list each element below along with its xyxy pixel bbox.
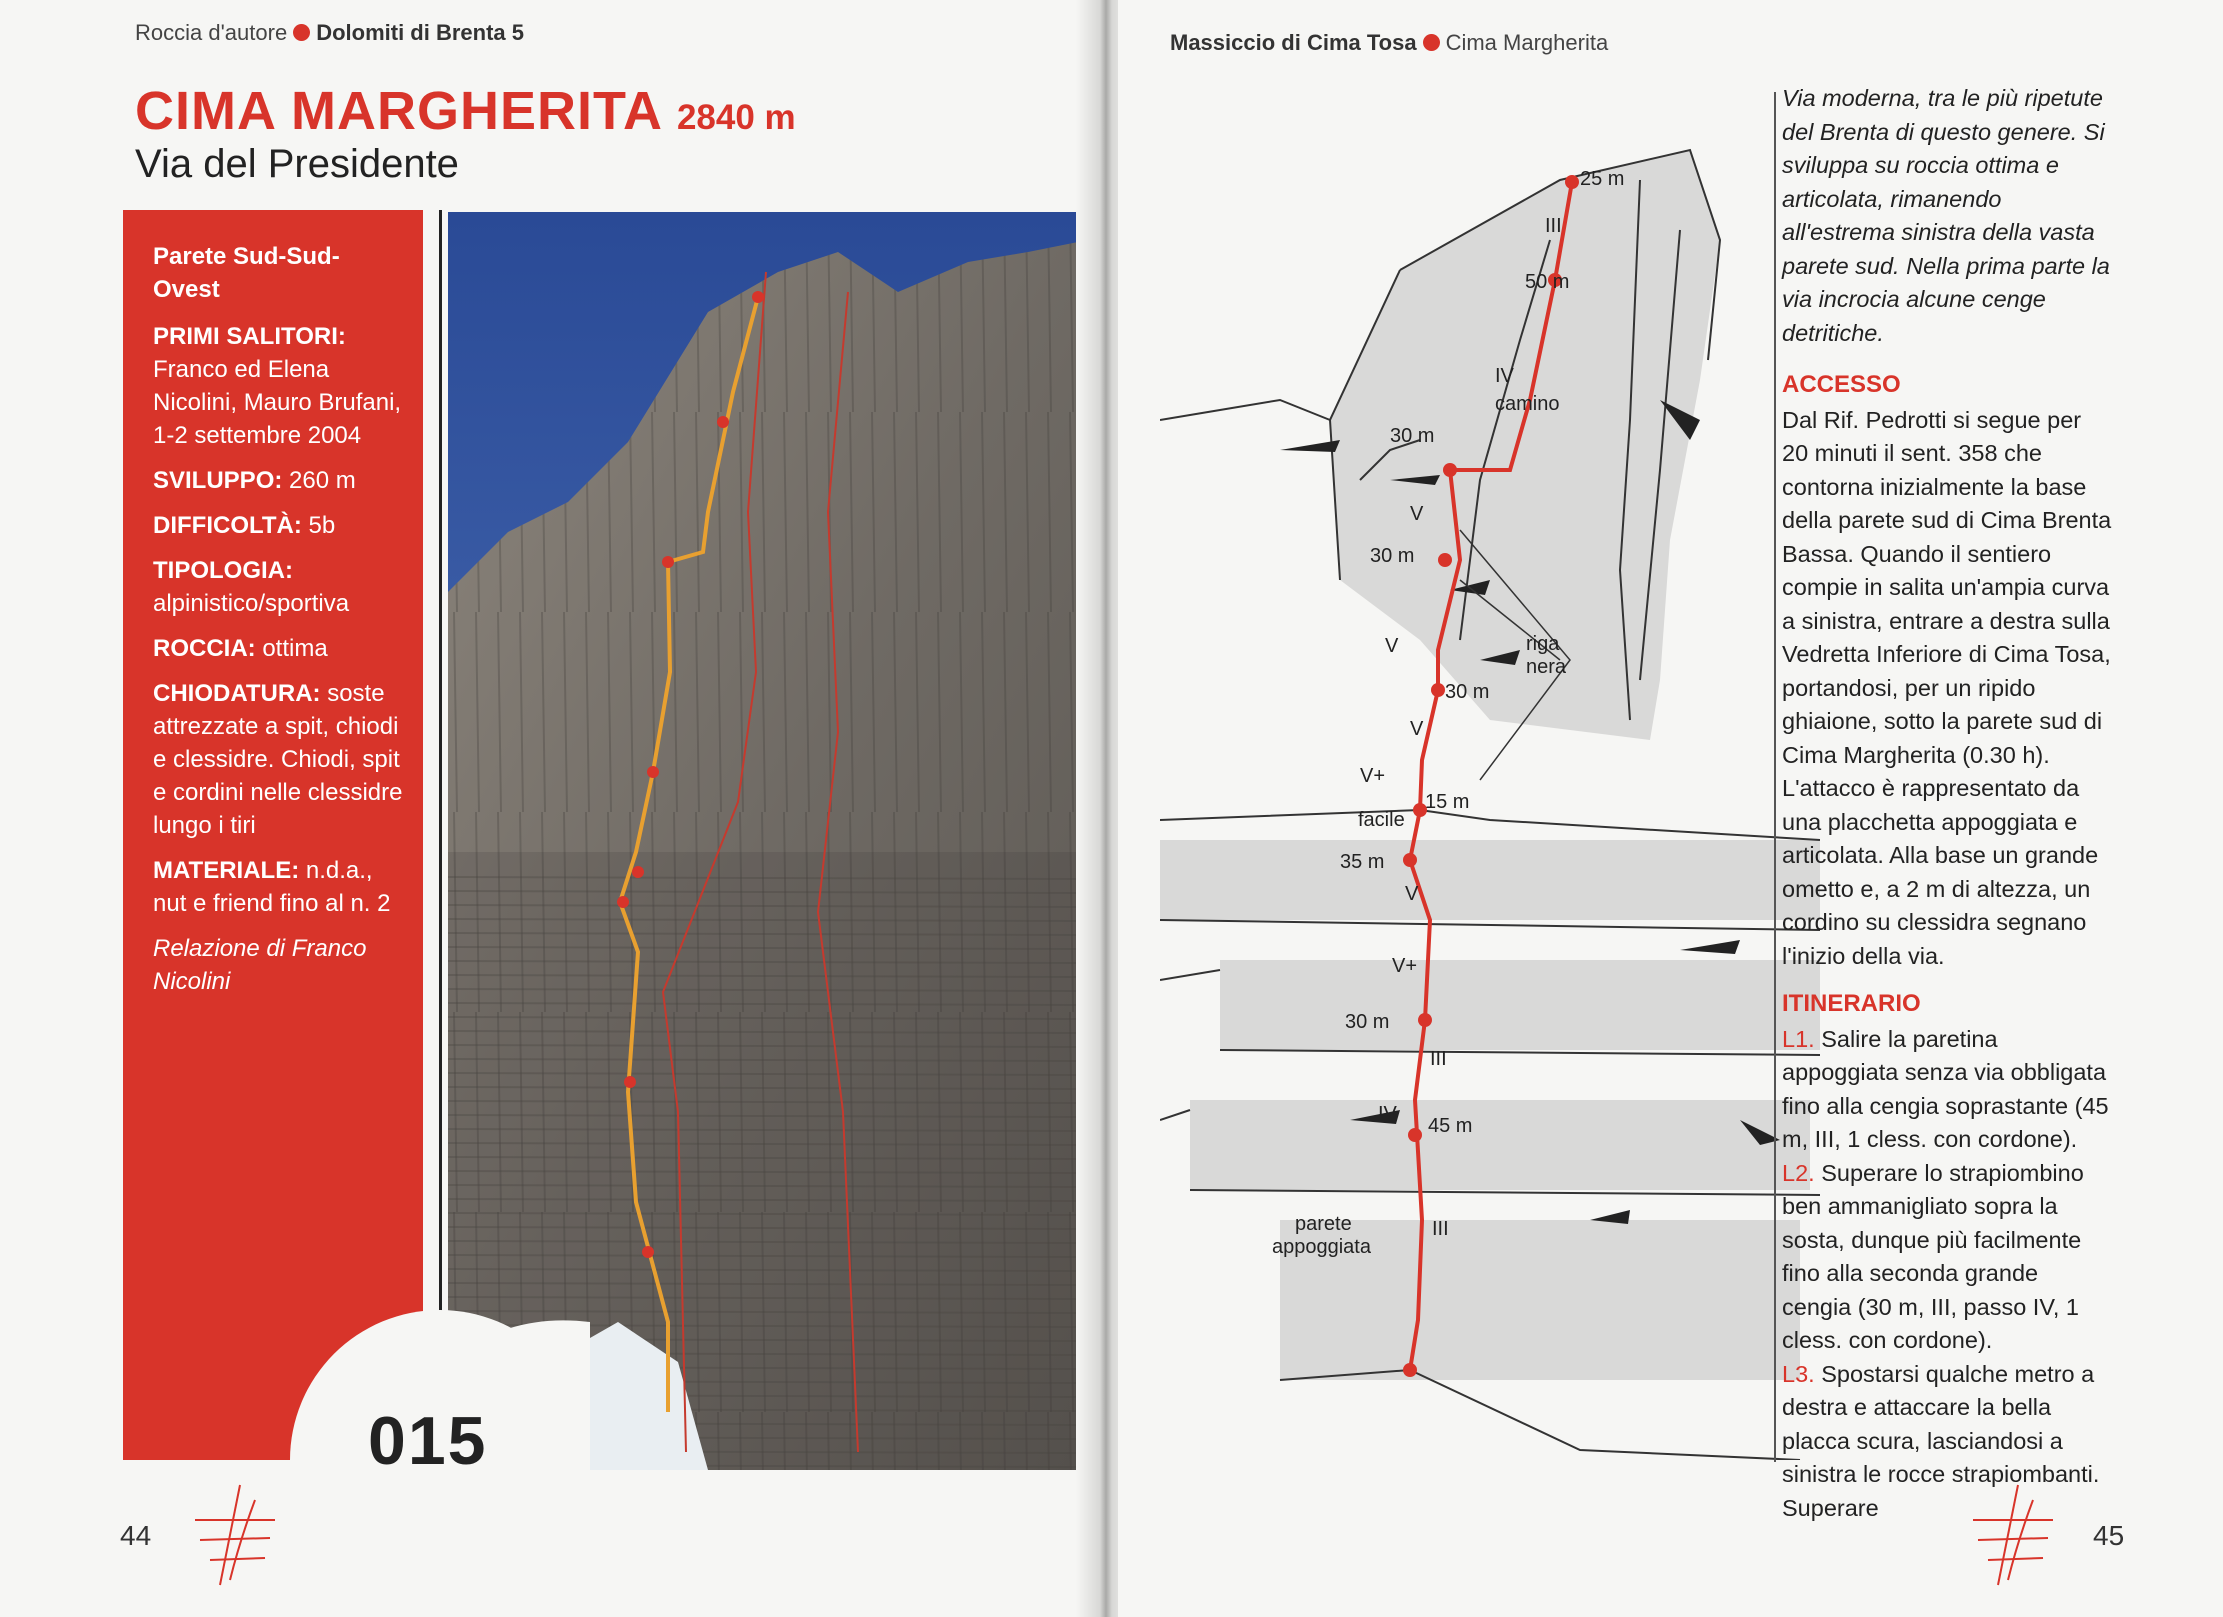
bolting-value: soste attrezzate a spit, chiodi e clessidre. Chiodi, spit e cordini nelle clessidre lungo i tiri	[153, 680, 403, 839]
access-text: Dal Rif. Pedrotti si segue per 20 minuti il sent. 358 che contorna inizialmente la base della parete sud di Cima Brenta Bassa. Quando il sentiero compie in salita un'ampia curva a sinistra, entrare a destra sulla Vedretta Inferiore di Cima Tosa, portandosi, per un ripido ghiaione, sotto la parete sud di Cima Margherita (0.30 h). L'attacco è rappresentato da una placchetta appoggiata e articolata. Alla base un grande ometto e, a 2 m di altezza, un cordino su clessidra segnano l'inizio della via.	[1782, 406, 2112, 969]
topo-label: 35 m	[1340, 851, 1385, 873]
topo-label: 30 m	[1345, 1011, 1390, 1033]
pitch-item	[1782, 1023, 2112, 1157]
face-label: Parete Sud-Sud-Ovest	[153, 243, 340, 303]
topo-label: 50 m	[1525, 271, 1570, 293]
pitch-text: Spostarsi qualche metro a destra e attaccare la bella placca scura, lasciandosi a sinistra le rocce strapiombanti. Superare	[1782, 1360, 2100, 1521]
topo-label: 30 m	[1390, 425, 1435, 447]
topo-label: V	[1405, 883, 1419, 905]
first-ascent-label: PRIMI SALITORI:	[153, 323, 346, 350]
topo-label: 30 m	[1445, 681, 1490, 703]
topo-label: riga	[1526, 633, 1560, 655]
running-header	[1170, 30, 1608, 56]
pitch-id: L3.	[1782, 1360, 1815, 1387]
gear	[153, 854, 403, 920]
page-number: 45	[2093, 1520, 2125, 1551]
right-page	[1118, 0, 2223, 1617]
page-number: 44	[120, 1520, 152, 1551]
route-name: Via del Presidente	[135, 142, 459, 186]
topo-label: III	[1430, 1048, 1447, 1070]
pitch-id: L1.	[1782, 1025, 1815, 1052]
topo-label: nera	[1526, 656, 1567, 678]
rock	[153, 632, 403, 665]
type-label: TIPOLOGIA:	[153, 557, 293, 584]
decorative-fishbone-icon	[1968, 1480, 2058, 1590]
topo-label: camino	[1495, 393, 1560, 415]
topo-label: 30 m	[1370, 545, 1415, 567]
length-value: 260 m	[289, 467, 356, 494]
type	[153, 554, 403, 620]
topo-label: 45 m	[1428, 1115, 1473, 1137]
info-box	[123, 210, 423, 1460]
running-header	[135, 20, 524, 46]
peak-altitude: 2840 m	[676, 98, 796, 137]
divider	[439, 210, 442, 1460]
topo-label: V+	[1392, 955, 1418, 977]
topo-label: IV	[1495, 365, 1514, 387]
page-title	[135, 80, 796, 142]
difficulty-label: DIFFICOLTÀ:	[153, 512, 302, 539]
volume-name: Dolomiti di Brenta 5	[316, 20, 524, 45]
difficulty	[153, 509, 403, 542]
route-number: 015	[368, 1403, 488, 1479]
topo-label: 15 m	[1425, 791, 1470, 813]
red-dot-icon	[1423, 34, 1440, 51]
pitch-item	[1782, 1157, 2112, 1358]
topo-label: V	[1385, 635, 1399, 657]
pitch-text: Superare lo strapiombino ben ammanigliato sopra la sosta, dunque più facilmente fino alla seconda grande cengia (30 m, III, passo IV, 1 cless. con cordone).	[1782, 1159, 2084, 1353]
first-ascent	[153, 320, 403, 452]
length	[153, 464, 403, 497]
column-divider	[1774, 92, 1776, 1462]
bolting-label: CHIODATURA:	[153, 680, 321, 707]
topo-label: IV	[1378, 1103, 1397, 1125]
series-name: Roccia d'autore	[135, 20, 288, 45]
topo-label: V+	[1360, 765, 1386, 787]
topo-label: V	[1410, 718, 1424, 740]
topo-label: appoggiata	[1272, 1236, 1371, 1258]
topo-label: facile	[1358, 809, 1405, 831]
access-heading: ACCESSO	[1782, 371, 1901, 398]
type-value: alpinistico/sportiva	[153, 590, 350, 617]
rock-label: ROCCIA:	[153, 635, 256, 662]
first-ascent-value: Franco ed Elena Nicolini, Mauro Brufani, 1-2 settembre 2004	[153, 356, 402, 449]
peak-name: CIMA MARGHERITA	[135, 81, 661, 141]
topo-label: III	[1432, 1218, 1449, 1240]
wall-photo	[448, 212, 1078, 1470]
peak-name: Cima Margherita	[1445, 30, 1609, 55]
decorative-fishbone-icon	[190, 1480, 280, 1590]
itinerary-heading: ITINERARIO	[1782, 990, 1921, 1017]
red-dot-icon	[293, 24, 310, 41]
bolting	[153, 677, 403, 842]
topo-label: III	[1545, 215, 1562, 237]
topo-label: V	[1410, 503, 1424, 525]
pitch-id: L2.	[1782, 1159, 1815, 1186]
length-label: SVILUPPO:	[153, 467, 283, 494]
text-column	[1782, 82, 2112, 1525]
rock-value: ottima	[262, 635, 328, 662]
topo-label: 25 m	[1580, 168, 1625, 190]
topo-label: parete	[1295, 1213, 1352, 1235]
route-intro: Via moderna, tra le più ripetute del Brenta di questo genere. Si sviluppa su roccia ottima e articolata, rimanendo all'estrema sinistra della vasta parete sud. Nella prima parte la via incrocia alcune cenge detritiche.	[1782, 85, 2110, 346]
route-topo	[1160, 120, 1820, 1460]
left-page	[0, 0, 1100, 1617]
pitch-item	[1782, 1358, 2112, 1526]
credit: Relazione di Franco Nicolini	[153, 935, 367, 995]
difficulty-value: 5b	[308, 512, 336, 539]
massif-name: Massiccio di Cima Tosa	[1170, 30, 1417, 55]
gear-label: MATERIALE:	[153, 857, 300, 884]
gear-value: n.d.a., nut e friend fino al n. 2	[153, 857, 391, 917]
pitch-text: Salire la paretina appoggiata senza via obbligata fino alla cengia soprastante (45 m, III, 1 cless. con cordone).	[1782, 1025, 2109, 1152]
